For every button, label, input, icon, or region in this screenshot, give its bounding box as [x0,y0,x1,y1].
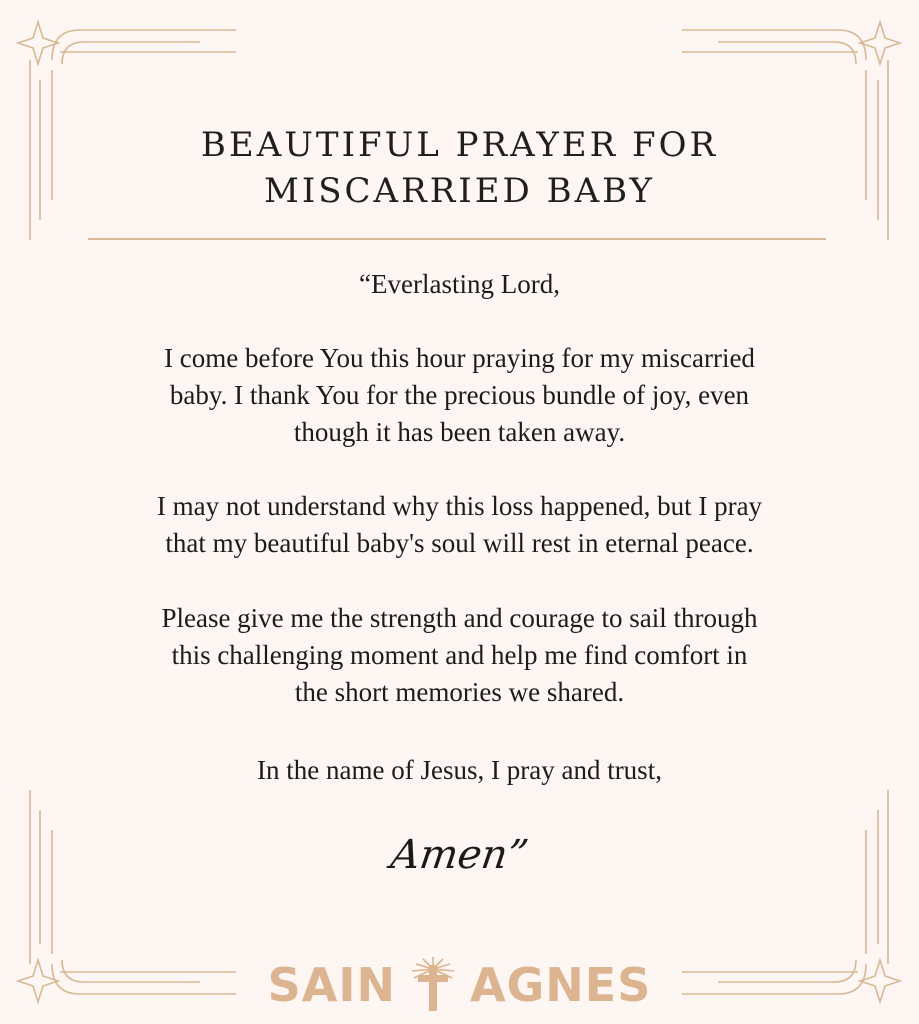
logo-text-left: SAIN [267,958,396,1012]
paragraph-line: Please give me the strength and courage to sail through [161,603,758,633]
title-line-1: BEAUTIFUL PRAYER FOR [200,125,719,165]
prayer-closing [40,752,879,789]
prayer-paragraph-1 [40,340,879,451]
title-divider [88,238,826,240]
paragraph-line: this challenging moment and help me find comfort in [171,640,748,670]
prayer-greeting [40,266,879,303]
paragraph-line: though it has been taken away. [293,417,626,447]
brand-logo [0,955,919,1015]
closing-line: In the name of Jesus, I pray and trust, [257,755,662,785]
paragraph-line: that my beautiful baby's soul will rest in eternal peace. [165,528,754,558]
title-line-2: MISCARRIED BABY [264,171,655,211]
greeting-line: “Everlasting Lord, [359,269,560,299]
paragraph-line: baby. I thank You for the precious bundle of joy, even [169,380,750,410]
logo-text-right: AGNES [469,958,652,1012]
prayer-paragraph-3 [40,600,879,711]
paragraph-line: I come before You this hour praying for my miscarried [164,343,755,373]
cross-sunburst-icon [398,955,468,1015]
paragraph-line: the short memories we shared. [294,677,625,707]
amen-signature: Amen” [387,832,532,878]
prayer-paragraph-2 [40,488,879,562]
page-title [0,122,919,214]
paragraph-line: I may not understand why this loss happened, but I pray [156,491,763,521]
